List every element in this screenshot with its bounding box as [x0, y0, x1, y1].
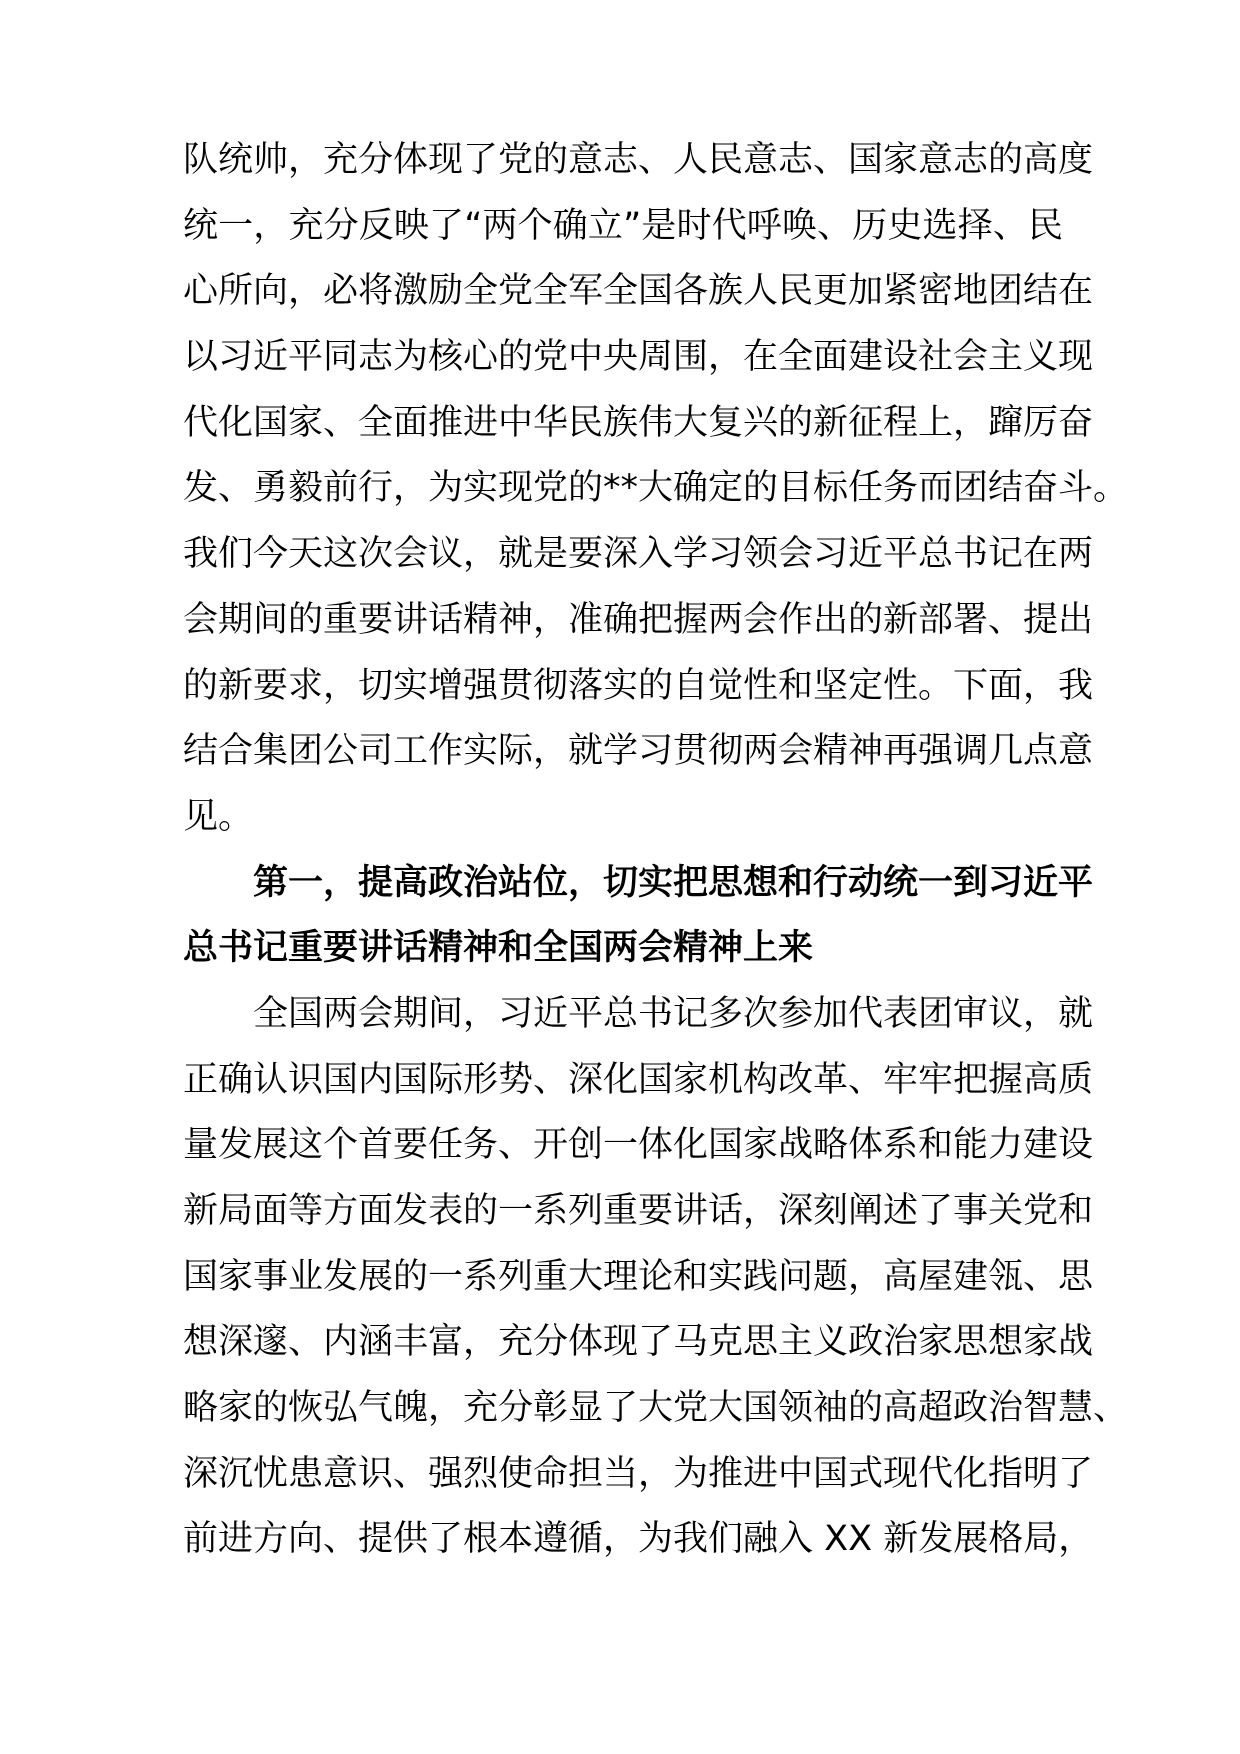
paragraph-2-line-9: 前进方向、提供了根本遵循，为我们融入 XX 新发展格局， [183, 1519, 1094, 1560]
paragraph-2-line-4: 新局面等方面发表的一系列重要讲话，深刻阐述了事关党和 [183, 1191, 1094, 1231]
paragraph-2-line-2: 正确认识国内国际形势、深化国家机构改革、牢牢把握高质 [183, 1059, 1094, 1100]
paragraph-2-line-8: 深沉忧患意识、强烈使命担当，为推进中国式现代化指明了 [183, 1453, 1094, 1494]
paragraph-1-line-10: 结合集团公司工作实际，就学习贯彻两会精神再强调几点意 [183, 731, 1094, 772]
paragraph-1-line-7: 我们今天这次会议，就是要深入学习领会习近平总书记在两 [183, 534, 1094, 575]
paragraph-1-line-5: 代化国家、全面推进中华民族伟大复兴的新征程上，蹿厉奋 [183, 402, 1094, 443]
section-heading-line-2: 总书记重要讲话精神和全国两会精神上来 [183, 928, 814, 969]
document-body [183, 128, 1129, 1573]
paragraph-1-line-9: 的新要求，切实增强贯彻落实的自觉性和坚定性。下面，我 [183, 665, 1094, 706]
paragraph-1-line-4: 以习近平同志为核心的党中央周围，在全面建设社会主义现 [183, 337, 1094, 378]
paragraph-2-line-3: 量发展这个首要任务、开创一体化国家战略体系和能力建设 [183, 1125, 1094, 1166]
paragraph-2-line-5: 国家事业发展的一系列重大理论和实践问题，高屋建瓴、思 [183, 1256, 1094, 1297]
paragraph-2-line-6: 想深邃、内涵丰富，充分体现了马克思主义政治家思想家战 [183, 1322, 1094, 1363]
paragraph-1-line-11: 见。 [183, 796, 254, 837]
section-heading-line-1: 第一，提高政治站位，切实把思想和行动统一到习近平 [253, 862, 1094, 903]
paragraph-1-line-3: 心所向，必将激励全党全军全国各族人民更加紧密地团结在 [183, 271, 1094, 312]
paragraph-1-line-1: 队统帅，充分体现了党的意志、人民意志、国家意志的高度 [183, 140, 1094, 180]
paragraph-1-line-8: 会期间的重要讲话精神，准确把握两会作出的新部署、提出 [183, 599, 1094, 640]
paragraph-2-line-1: 全国两会期间，习近平总书记多次参加代表团审议，就 [253, 993, 1094, 1034]
paragraph-1-line-6: 发、勇毅前行，为实现党的**大确定的目标任务而团结奋斗。 [183, 468, 1129, 509]
paragraph-1-line-2: 统一，充分反映了“两个确立”是时代呼唤、历史选择、民 [183, 205, 1063, 246]
paragraph-2-line-7: 略家的恢弘气魄，充分彰显了大党大国领袖的高超政治智慧、 [183, 1388, 1129, 1429]
